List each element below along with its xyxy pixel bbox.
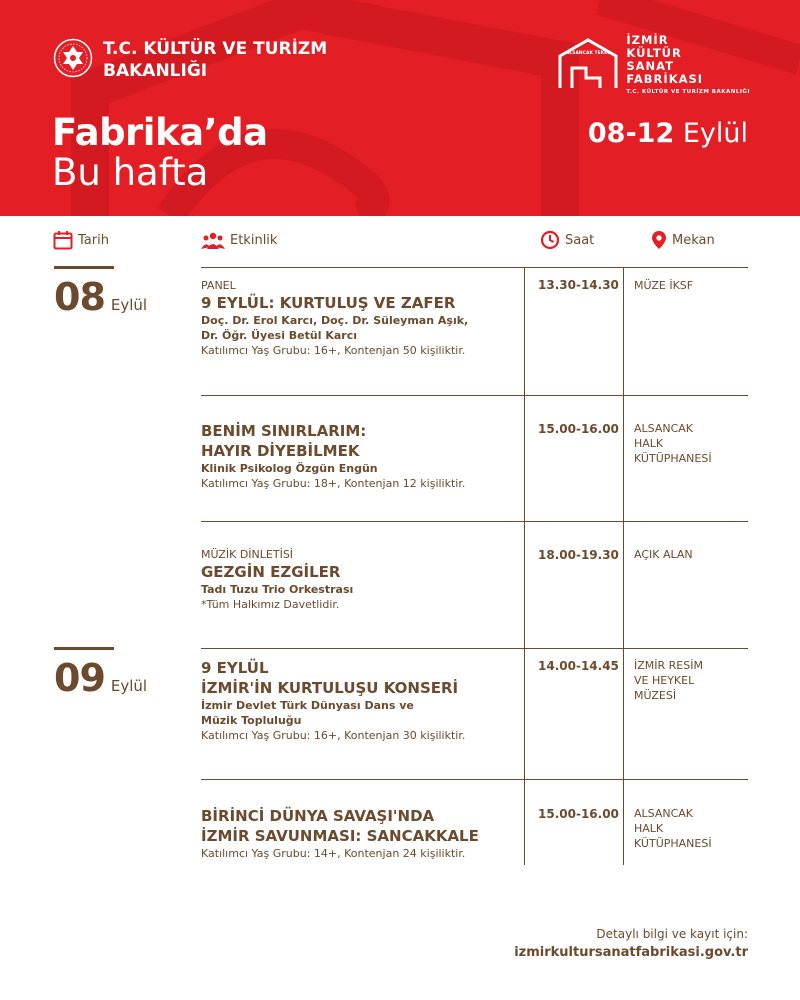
event-title: BENİM SINIRLARIM: xyxy=(201,422,367,440)
event-type: MÜZİK DİNLETİSİ xyxy=(201,548,294,561)
event-venue-line: KÜTÜPHANESİ xyxy=(634,452,712,465)
event-time: 15.00-16.00 xyxy=(538,422,619,436)
day-08 xyxy=(54,275,147,319)
row-divider-4 xyxy=(201,779,748,780)
event-time: 15.00-16.00 xyxy=(538,807,619,821)
event-venue xyxy=(634,278,764,293)
column-divider-venue xyxy=(623,267,624,865)
ministry-line-1: T.C. KÜLTÜR VE TURİZM xyxy=(103,39,328,59)
iksf-name-block xyxy=(626,34,750,95)
page-subtitle: Bu hafta xyxy=(52,151,209,194)
event-venue-line: HALK xyxy=(634,822,664,835)
day-bar-08 xyxy=(54,266,114,269)
event-venue xyxy=(634,806,764,851)
event-venue xyxy=(634,658,764,703)
event-title: 9 EYLÜL xyxy=(201,659,269,677)
row-divider-1 xyxy=(201,395,748,396)
footer-info: Detaylı bilgi ve kayıt için: xyxy=(596,927,748,941)
column-header-venue-label: Mekan xyxy=(672,232,715,248)
people-icon xyxy=(201,230,225,250)
ministry-emblem-icon xyxy=(53,38,93,78)
column-header-time-label: Saat xyxy=(565,232,595,248)
event-venue-line: AÇIK ALAN xyxy=(634,548,693,561)
event-note: Katılımcı Yaş Grubu: 18+, Kontenjan 12 kişiliktir. xyxy=(201,477,466,490)
event-note: Katılımcı Yaş Grubu: 16+, Kontenjan 30 kişiliktir. xyxy=(201,729,466,742)
event-venue-line: MÜZE İKSF xyxy=(634,279,694,292)
iksf-line-1: İZMİR xyxy=(626,33,669,47)
event-time: 13.30-14.30 xyxy=(538,278,619,292)
column-divider-time xyxy=(524,267,525,865)
event-row xyxy=(201,658,521,744)
footer-website-link[interactable]: izmirkultursanatfabrikasi.gov.tr xyxy=(514,945,748,960)
event-venue xyxy=(634,547,764,562)
event-venue-line: HALK xyxy=(634,437,664,450)
iksf-brand xyxy=(556,34,750,95)
event-time: 14.00-14.45 xyxy=(538,659,619,673)
event-time: 18.00-19.30 xyxy=(538,548,619,562)
column-header-date xyxy=(53,230,109,250)
event-title: İZMİR SAVUNMASI: SANCAKKALE xyxy=(201,827,479,845)
event-title: İZMİR'İN KURTULUŞU KONSERİ xyxy=(201,679,459,697)
iksf-logo-icon xyxy=(556,34,620,90)
event-note: *Tüm Halkımız Davetlidir. xyxy=(201,598,340,611)
ministry-brand xyxy=(53,38,327,82)
iksf-line-3: FABRİKASI xyxy=(626,72,704,86)
event-row xyxy=(201,421,521,492)
event-speakers: Dr. Öğr. Üyesi Betül Karcı xyxy=(201,329,357,342)
column-header-event-label: Etkinlik xyxy=(230,232,278,248)
event-venue-line: ALSANCAK xyxy=(634,422,694,435)
day-09 xyxy=(54,656,147,700)
column-header-event xyxy=(201,230,277,250)
event-speakers: Doç. Dr. Erol Karcı, Doç. Dr. Süleyman Aşık, xyxy=(201,314,469,327)
iksf-line-2: KÜLTÜR SANAT xyxy=(626,46,682,73)
event-speakers: İzmir Devlet Türk Dünyası Dans ve xyxy=(201,699,414,712)
event-row xyxy=(201,278,521,359)
event-speakers: Klinik Psikolog Özgün Engün xyxy=(201,462,378,475)
event-venue-line: ALSANCAK xyxy=(634,807,694,820)
event-venue-line: VE HEYKEL xyxy=(634,674,695,687)
day-number: 09 xyxy=(54,656,105,700)
header-banner xyxy=(0,0,800,216)
event-type: PANEL xyxy=(201,279,236,292)
column-header-venue xyxy=(651,230,715,250)
event-title: HAYIR DİYEBİLMEK xyxy=(201,442,360,460)
event-title: BİRİNCİ DÜNYA SAVAŞI'NDA xyxy=(201,807,435,825)
event-venue-line: KÜTÜPHANESİ xyxy=(634,837,712,850)
event-venue-line: MÜZESİ xyxy=(634,689,677,702)
iksf-emblem-text: ALSANCAK TEKEL xyxy=(566,51,611,56)
event-note: Katılımcı Yaş Grubu: 14+, Kontenjan 24 kişiliktir. xyxy=(201,847,466,860)
column-header-time xyxy=(540,230,594,250)
day-bar-09 xyxy=(54,647,114,650)
day-month: Eylül xyxy=(110,677,148,695)
event-title: 9 EYLÜL: KURTULUŞ VE ZAFER xyxy=(201,294,456,312)
event-venue-line: İZMİR RESİM xyxy=(634,659,703,672)
table-header-divider xyxy=(201,267,748,268)
calendar-icon xyxy=(53,230,73,250)
location-pin-icon xyxy=(651,230,667,250)
iksf-subtitle: T.C. KÜLTÜR VE TURİZM BAKANLIĞI xyxy=(626,89,750,95)
date-range-days: 08-12 xyxy=(587,118,675,149)
day-month: Eylül xyxy=(110,296,148,314)
column-header-date-label: Tarih xyxy=(78,232,109,248)
event-speakers: Müzik Topluluğu xyxy=(201,714,302,727)
event-row xyxy=(201,547,521,613)
event-note: Katılımcı Yaş Grubu: 16+, Kontenjan 50 kişiliktir. xyxy=(201,344,466,357)
event-speakers: Tadı Tuzu Trio Orkestrası xyxy=(201,583,354,596)
event-row xyxy=(201,806,521,862)
date-range-month: Eylül xyxy=(682,118,748,149)
ministry-line-2: BAKANLIĞI xyxy=(103,61,208,81)
footer xyxy=(514,925,748,963)
page-title: Fabrika’da xyxy=(52,111,268,154)
row-divider-3 xyxy=(201,648,748,649)
date-range xyxy=(588,117,748,151)
row-divider-2 xyxy=(201,521,748,522)
day-number: 08 xyxy=(54,275,105,319)
clock-icon xyxy=(540,230,560,250)
event-title: GEZGİN EZGİLER xyxy=(201,563,341,581)
ministry-name xyxy=(103,38,327,82)
event-venue xyxy=(634,421,764,466)
